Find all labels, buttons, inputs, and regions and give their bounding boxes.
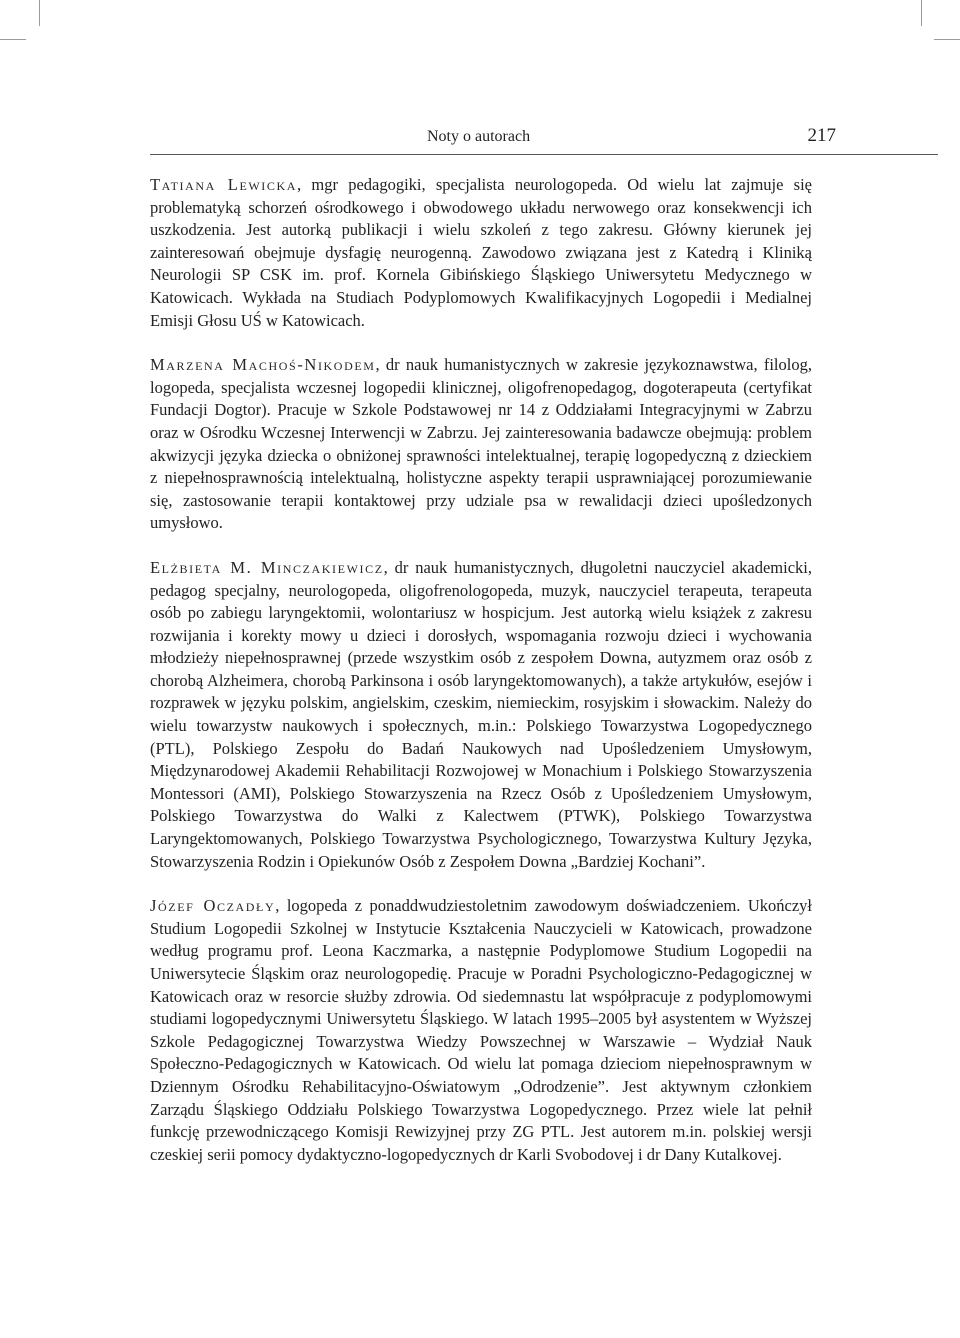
- author-name: Marzena Machoś-Nikodem: [150, 355, 376, 375]
- author-bio: [150, 895, 812, 1166]
- crop-mark-top-right-horizontal: [934, 39, 960, 40]
- author-bio-text: , logopeda z ponaddwudziestoletnim zawodowym doświadczeniem. Ukończył Studium Logopedii Szkolnej w Instytucie Kształcenia Nauczycieli w Katowicach, prowadzone według programu prof. Leona Kaczmarka, a następnie Podyplomowe Studium Logopedii na Uniwersytecie Śląskim oraz neurologopedię. Pracuje w Poradni Psychologiczno-Pedagogicznej w Katowicach oraz w resorcie służby zdrowia. Od siedemnastu lat współpracuje z podyplomowymi studiami logopedycznymi Uniwersytetu Śląskiego. W latach 1995–2005 był asystentem w Wyższej Szkole Pedagogicznej Towarzystwa Wiedzy Powszechnej w Warszawie – Wydział Nauk Społeczno-Pedagogicznych w Katowicach. Od wielu lat pomaga dzieciom niepełnosprawnym w Dziennym Ośrodku Rehabilitacyjno-Oświatowym „Odrodzenie”. Jest aktywnym członkiem Zarządu Śląskiego Oddziału Polskiego Towarzystwa Logopedycznego. Przez wiele lat pełnił funkcję przewodniczącego Komisji Rewizyjnej przy ZG PTL. Jest autorem m.in. polskiej wersji czeskiej serii pomocy dydaktyczno-logopedycznych dr Karli Svobodovej i dr Dany Kutalkovej.: [150, 896, 812, 1164]
- author-bio-text: , dr nauk humanistycznych w zakresie językoznawstwa, filolog, logopeda, specjalista wczesnej logopedii klinicznej, oligofrenopedagog, dogoterapeuta (certyfikat Fundacji Dogtor). Pracuje w Szkole Podstawowej nr 14 z Oddziałami Integracyjnymi w Zabrzu oraz w Ośrodku Wczesnej Interwencji w Zabrzu. Jej zainteresowania badawcze obejmują: problem akwizycji języka dziecka o obniżonej sprawności intelektualnej, terapię logopedyczną z dzieckiem z niepełnosprawnością intelektualną, holistyczne aspekty terapii usprawniającej porozumiewanie się, zastosowanie terapii kontaktowej przy udziale psa w rewalidacji dzieci upośledzonych umysłowo.: [150, 355, 812, 533]
- header-title: Noty o autorach: [427, 128, 531, 145]
- author-name: Tatiana Lewicka: [150, 175, 298, 194]
- author-bio: [150, 354, 812, 535]
- author-name: Józef Oczadły: [150, 896, 276, 916]
- crop-mark-top-left-vertical: [39, 0, 40, 26]
- author-bio: [150, 174, 812, 332]
- author-bio-text: , dr nauk humanistycznych, długoletni nauczyciel akademicki, pedagog specjalny, neurologopeda, oligofrenologopeda, muzyk, nauczyciel terapeuta, terapeuta osób po zabiegu laryngektomii, wolontariusz w hospicjum. Jest autorką wielu książek z zakresu rozwijania i korekty mowy u dzieci i dorosłych, wspomagania rozwoju dzieci i wychowania młodzieży niepełnosprawnej (przede wszystkim osób z zespołem Downa, autyzmem oraz osób z chorobą Alzheimera, chorobą Parkinsona i osób laryngektomowanych), a także artykułów, esejów i rozprawek w języku polskim, angielskim, czeskim, niemieckim, rosyjskim i słowackim. Należy do wielu towarzystw naukowych i społecznych, m.in.: Polskiego Towarzystwa Logopedycznego (PTL), Polskiego Zespołu do Badań Naukowych nad Upośledzeniem Umysłowym, Międzynarodowej Akademii Rehabilitacji Rozwojowej w Monachium i Polskiego Stowarzyszenia Montessori (AMI), Polskiego Stowarzyszenia na Rzecz Osób z Upośledzeniem Umysłowym, Polskiego Towarzystwa do Walki z Kalectwem (PTWK), Polskiego Towarzystwa Laryngektomowanych, Polskiego Towarzystwa Psychologicznego, Towarzystwa Kultury Języka, Stowarzyszenia Rodzin i Opiekunów Osób z Zespołem Downa „Bardziej Kochani”.: [150, 557, 812, 871]
- author-bio-text: , mgr pedagogiki, specjalista neurologopeda. Od wielu lat zajmuje się problematyką schorzeń ośrodkowego i obwodowego układu nerwowego oraz konsekwencji ich uszkodzenia. Jest autorką publikacji i wielu szkoleń z tego zakresu. Główny kierunek jej zainteresowań obejmuje dysfagię neurogenną. Zawodowo związana jest z Katedrą i Kliniką Neurologii SP CSK im. prof. Kornela Gibińskiego Śląskiego Uniwersytetu Medycznego w Katowicach. Wykłada na Studiach Podyplomowych Kwalifikacyjnych Logopedii i Medialnej Emisji Głosu UŚ w Katowicach.: [150, 175, 812, 330]
- author-name: Elżbieta M. Minczakiewicz: [150, 557, 384, 577]
- author-notes: [150, 174, 812, 1188]
- author-bio: [150, 557, 812, 873]
- page-number: 217: [807, 125, 836, 146]
- crop-mark-top-left-horizontal: [0, 39, 26, 40]
- crop-mark-top-right-vertical: [921, 0, 922, 26]
- running-header: [150, 124, 938, 155]
